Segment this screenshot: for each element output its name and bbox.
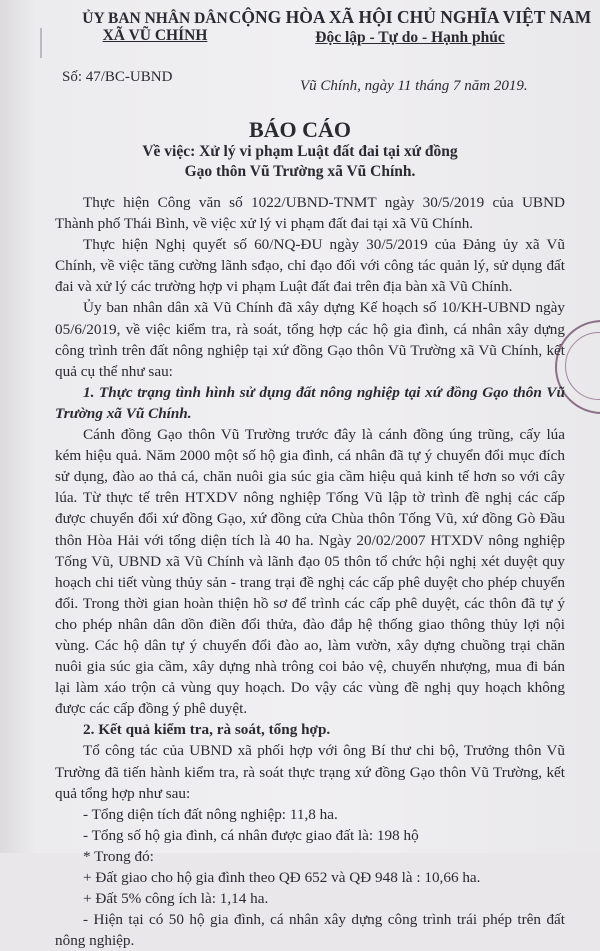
list-item: + Đất 5% công ích là: 1,14 ha. — [83, 890, 269, 908]
national-motto: Độc lập - Tự do - Hạnh phúc — [315, 29, 505, 46]
list-item: * Trong đó: — [83, 847, 154, 865]
national-header — [225, 6, 595, 48]
document-body — [55, 192, 565, 951]
subject-line-1: Về việc: Xử lý vi phạm Luật đất đai tại xứ đồng — [142, 143, 458, 160]
list-item: - Tổng số hộ gia đình, cá nhân được giao đất là: 198 hộ — [83, 826, 419, 844]
section-heading-2: 2. Kết quả kiểm tra, rà soát, tổng hợp. — [83, 721, 331, 739]
document-number: Số: 47/BC-UBND — [62, 69, 173, 85]
list-item: - Hiện tại có 50 hộ gia đình, cá nhân xây dựng công trình trái phép trên đất nông nghiệp. — [55, 911, 565, 950]
date-line: Vũ Chính, ngày 11 tháng 7 năm 2019. — [300, 78, 528, 94]
paragraph: Cánh đồng Gạo thôn Vũ Trường trước đây là cánh đồng úng trũng, cấy lúa kém hiệu quả. Năm 2000 một số hộ gia đình, cá nhân đã tự ý chuyển đổi mục đích sử dụng, đào ao thả cá, chăn nuôi gia súc gia cầm hiệu quả kinh tế hơn so với cây lúa. Từ thực tế trên HTXDV nông nghiệp Tống Vũ lập tờ trình đề nghị các cấp được chuyển đổi xứ đồng Gạo, xứ đồng cửa Chùa thôn Tống Vũ, xứ đồng Gò Đầu thôn Hòa Hải với tổng diện tích là 40 ha. Ngày 20/02/2007 HTXDV nông nghiệp Tống Vũ, UBND xã Vũ Chính và lãnh đạo 05 thôn tổ chức hội nghị xét duyệt quy hoạch chi tiết vùng thủy sản - trang trại đề nghị các cấp phê duyệt cho phép chuyển đổi. Trong thời gian hoàn thiện hồ sơ để trình các cấp phê duyệt, các thôn đã tự ý cho phép nhân dân dồn điền đổi thửa, đào đắp hệ thống giao thông thủy lợi nội vùng. Các hộ dân tự ý chuyển đổi đào ao, làm vườn, xây dựng chuồng trại chăn nuôi gia súc gia cầm, xây dựng nhà trông coi bảo vệ, chuyển nhượng, mua đi bán lại làm xáo trộn cả vùng quy hoạch. Do vậy các vùng đề nghị quy hoạch không được các cấp đồng ý phê duyệt. — [55, 426, 565, 718]
nation-name: CỘNG HÒA XÃ HỘI CHỦ NGHĨA VIỆT NAM — [228, 7, 592, 27]
authority-line2: XÃ VŨ CHÍNH — [102, 27, 208, 44]
list-item: + Đất giao cho hộ gia đình theo QĐ 652 và QĐ 948 là : 10,66 ha. — [83, 869, 481, 886]
paragraph: Ủy ban nhân dân xã Vũ Chính đã xây dựng Kế hoạch số 10/KH-UBND ngày 05/6/2019, về việc kiểm tra, rà soát, tổng hợp các hộ gia đình, cá nhân xây dựng công trình trên đất nông nghiệp tại xứ đồng Gạo thôn Vũ Trường xã Vũ Chính, kết quả cụ thể như sau: — [55, 299, 565, 380]
paragraph: Thực hiện Nghị quyết số 60/NQ-ĐU ngày 30/5/2019 của Đảng ủy xã Vũ Chính, về việc tăng cường lãnh sđạo, chỉ đạo đối với công tác quản lý, sử dụng đất đai và xử lý các trường hợp vi phạm Luật đất đai trên địa bàn xã Vũ Chính. — [55, 236, 565, 296]
document-title: BÁO CÁO — [248, 117, 352, 142]
authority-line1: ỦY BAN NHÂN DÂN — [82, 10, 228, 27]
section-heading-1: 1. Thực trạng tình hình sử dụng đất nông nghiệp tại xứ đồng Gạo thôn Vũ Trường xã Vũ Chính. — [55, 383, 565, 422]
paragraph: Tổ công tác của UBND xã phối hợp với ông Bí thư chi bộ, Trưởng thôn Vũ Trường đã tiến hành kiểm tra, rà soát thực trạng xứ đồng Gạo thôn Vũ Trường, kết quả tổng hợp như sau: — [55, 742, 565, 802]
issuing-authority — [60, 10, 250, 44]
pen-mark — [40, 28, 42, 58]
list-item: - Tổng diện tích đất nông nghiệp: 11,8 ha. — [83, 805, 338, 823]
paragraph: Thực hiện Công văn số 1022/UBND-TNMT ngày 30/5/2019 của UBND Thành phố Thái Bình, về việc xử lý vi phạm đất đai tại xã Vũ Chính. — [55, 194, 565, 233]
subject-line-2: Gạo thôn Vũ Trường xã Vũ Chính. — [184, 163, 416, 180]
